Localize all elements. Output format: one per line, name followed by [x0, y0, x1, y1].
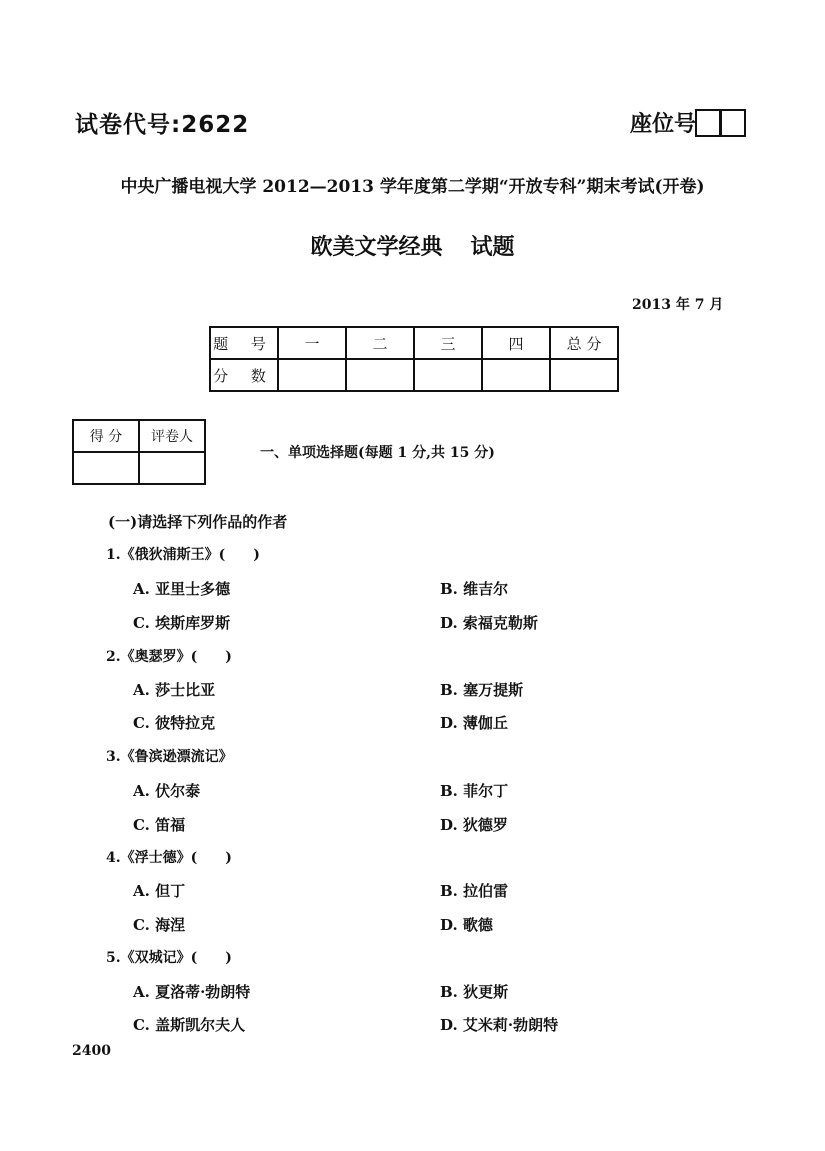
page-number: 2400 [72, 1043, 111, 1059]
paper-code: 试卷代号:2622 [75, 112, 250, 138]
seat-number-field [630, 107, 746, 138]
option-a: A. 亚里士多德 [133, 580, 231, 598]
score-cell [278, 359, 346, 391]
question-stem: 1.《俄狄浦斯王》( ) [106, 547, 260, 563]
score-table-column: 一 [278, 327, 346, 359]
option-a: A. 但丁 [133, 882, 186, 900]
option-d: D. 索福克勒斯 [440, 614, 538, 632]
option-a: A. 莎士比亚 [133, 681, 216, 699]
option-c: C. 笛福 [133, 816, 186, 834]
option-b: B. 拉伯雷 [440, 882, 509, 900]
score-table-column: 三 [414, 327, 482, 359]
option-d: D. 狄德罗 [440, 816, 508, 834]
score-table-label: 分 数 [210, 359, 278, 391]
score-table-score-row [210, 359, 618, 391]
score-table-header-row [210, 327, 618, 359]
grader-score-label: 得 分 [73, 420, 139, 452]
option-d: D. 薄伽丘 [440, 714, 508, 732]
option-c: C. 盖斯凯尔夫人 [133, 1016, 246, 1034]
question-stem: 5.《双城记》( ) [106, 950, 232, 966]
section-title: 一、单项选择题(每题 1 分,共 15 分) [260, 445, 495, 461]
option-a: A. 伏尔泰 [133, 782, 201, 800]
score-table-column: 四 [482, 327, 550, 359]
score-cell [550, 359, 618, 391]
option-d: D. 歌德 [440, 916, 493, 934]
question-stem: 2.《奥瑟罗》( ) [106, 649, 232, 665]
exam-title-suffix: 试题 [470, 234, 515, 260]
exam-date: 2013 年 7 月 [632, 297, 724, 313]
seat-number-box [720, 109, 746, 137]
score-cell [346, 359, 414, 391]
score-cell [414, 359, 482, 391]
option-c: C. 埃斯库罗斯 [133, 614, 231, 632]
grader-table [72, 419, 206, 485]
option-c: C. 彼特拉克 [133, 714, 216, 732]
score-cell [482, 359, 550, 391]
grader-score-cell [73, 452, 139, 484]
score-table-label: 题 号 [210, 327, 278, 359]
option-b: B. 塞万提斯 [440, 681, 524, 699]
option-d: D. 艾米莉·勃朗特 [440, 1016, 559, 1034]
option-b: B. 菲尔丁 [440, 782, 509, 800]
grader-name-label: 评卷人 [139, 420, 205, 452]
exam-header: 中央广播电视大学 2012—2013 学年度第二学期“开放专科”期末考试(开卷) [120, 177, 705, 197]
grader-name-cell [139, 452, 205, 484]
seat-number-box [695, 109, 721, 137]
option-c: C. 海涅 [133, 916, 186, 934]
score-table [209, 326, 619, 392]
question-stem: 4.《浮士德》( ) [106, 850, 232, 866]
option-a: A. 夏洛蒂·勃朗特 [133, 983, 251, 1001]
question-stem: 3.《鲁滨逊漂流记》 [106, 749, 233, 765]
exam-title [0, 230, 825, 261]
exam-title-main: 欧美文学经典 [310, 234, 443, 260]
seat-number-label: 座位号 [630, 112, 697, 137]
option-b: B. 狄更斯 [440, 983, 509, 1001]
option-b: B. 维吉尔 [440, 580, 509, 598]
score-table-column: 总 分 [550, 327, 618, 359]
score-table-column: 二 [346, 327, 414, 359]
section-subtitle: (一)请选择下列作品的作者 [108, 513, 288, 531]
